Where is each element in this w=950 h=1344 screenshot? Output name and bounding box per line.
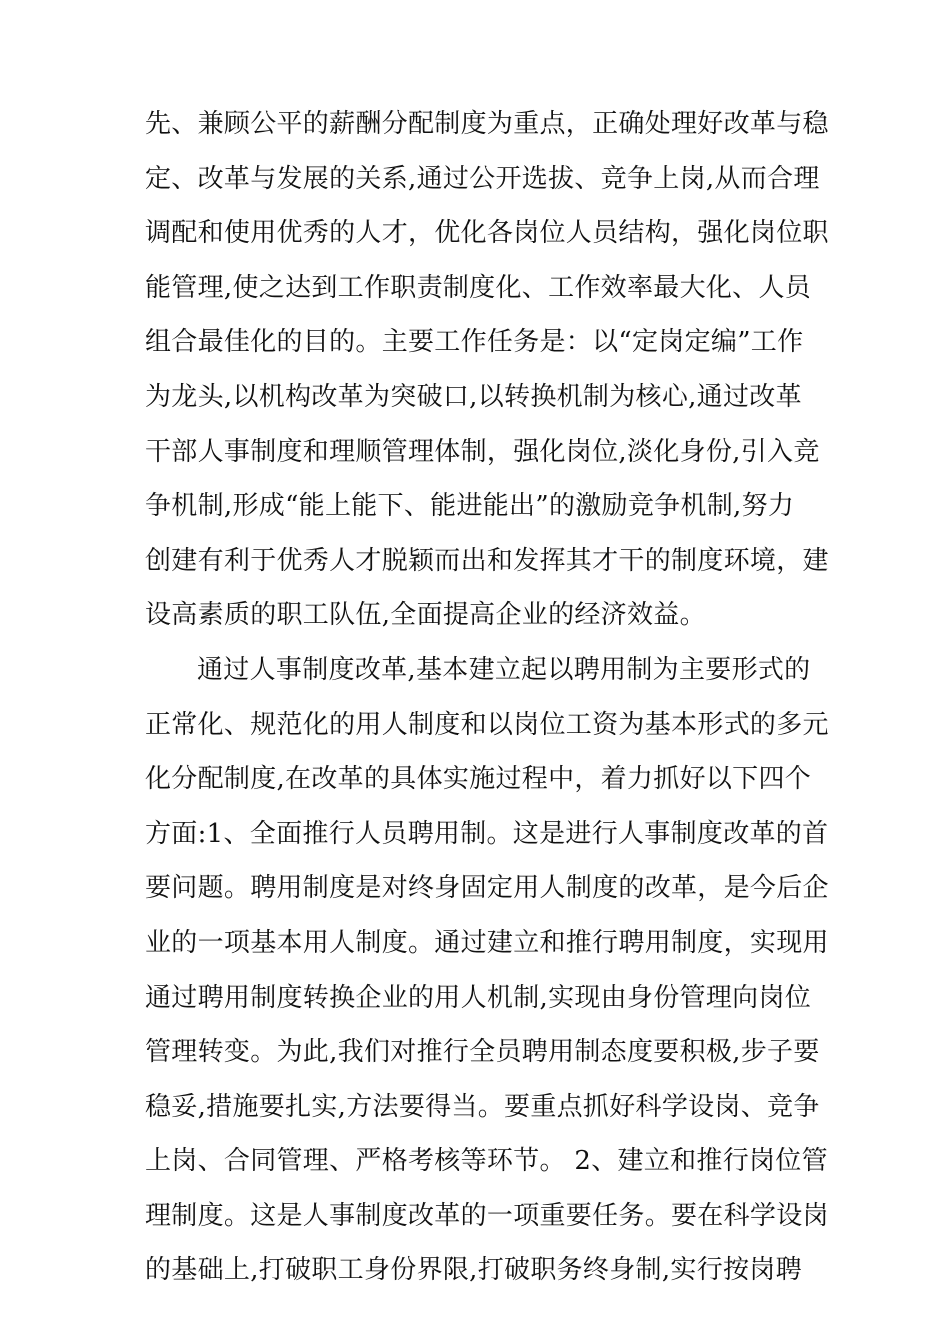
text-line: 先、兼顾公平的薪酬分配制度为重点，正确处理好改革与稳	[145, 109, 829, 139]
text-line: 稳妥,措施要扎实,方法要得当。要重点抓好科学设岗、竞争	[145, 1091, 820, 1122]
text-line: 业的一项基本用人制度。通过建立和推行聘用制度，实现用	[145, 927, 829, 958]
text-line: 调配和使用优秀的人才，优化各岗位人员结构，强化岗位职	[145, 218, 829, 249]
paragraph-start-line: 通过人事制度改革,基本建立起以聘用制为主要形式的	[197, 654, 811, 685]
body-text	[145, 97, 829, 1298]
text-line: 通过聘用制度转换企业的用人机制,实现由身份管理向岗位	[145, 982, 812, 1013]
text-line: 干部人事制度和理顺管理体制，强化岗位,淡化身份,引入竞	[145, 436, 820, 467]
text-line: 管理转变。为此,我们对推行全员聘用制态度要积极,步子要	[145, 1037, 820, 1068]
text-line: 创建有利于优秀人才脱颖而出和发挥其才干的制度环境，建	[145, 545, 829, 576]
text-line: 组合最佳化的目的。主要工作任务是：以“定岗定编”工作	[145, 327, 804, 358]
text-line: 方面:1、全面推行人员聘用制。这是进行人事制度改革的首	[145, 818, 829, 849]
text-line: 正常化、规范化的用人制度和以岗位工资为基本形式的多元	[145, 709, 829, 740]
text-line: 设高素质的职工队伍,全面提高企业的经济效益。	[145, 600, 706, 631]
text-line: 上岗、合同管理、严格考核等环节。 2、建立和推行岗位管	[145, 1146, 828, 1177]
text-line: 定、改革与发展的关系,通过公开选拔、竞争上岗,从而合理	[145, 163, 820, 194]
text-line: 的基础上,打破职工身份界限,打破职务终身制,实行按岗聘	[145, 1255, 802, 1286]
text-line: 为龙头,以机构改革为突破口,以转换机制为核心,通过改革	[145, 381, 802, 412]
text-line: 争机制,形成“能上能下、能进能出”的激励竞争机制,努力	[145, 491, 795, 522]
text-line: 化分配制度,在改革的具体实施过程中，着力抓好以下四个	[145, 764, 812, 795]
text-line: 要问题。聘用制度是对终身固定用人制度的改革，是今后企	[145, 873, 829, 904]
text-line: 理制度。这是人事制度改革的一项重要任务。要在科学设岗	[145, 1200, 829, 1231]
text-line: 能管理,使之达到工作职责制度化、工作效率最大化、人员	[145, 272, 812, 303]
